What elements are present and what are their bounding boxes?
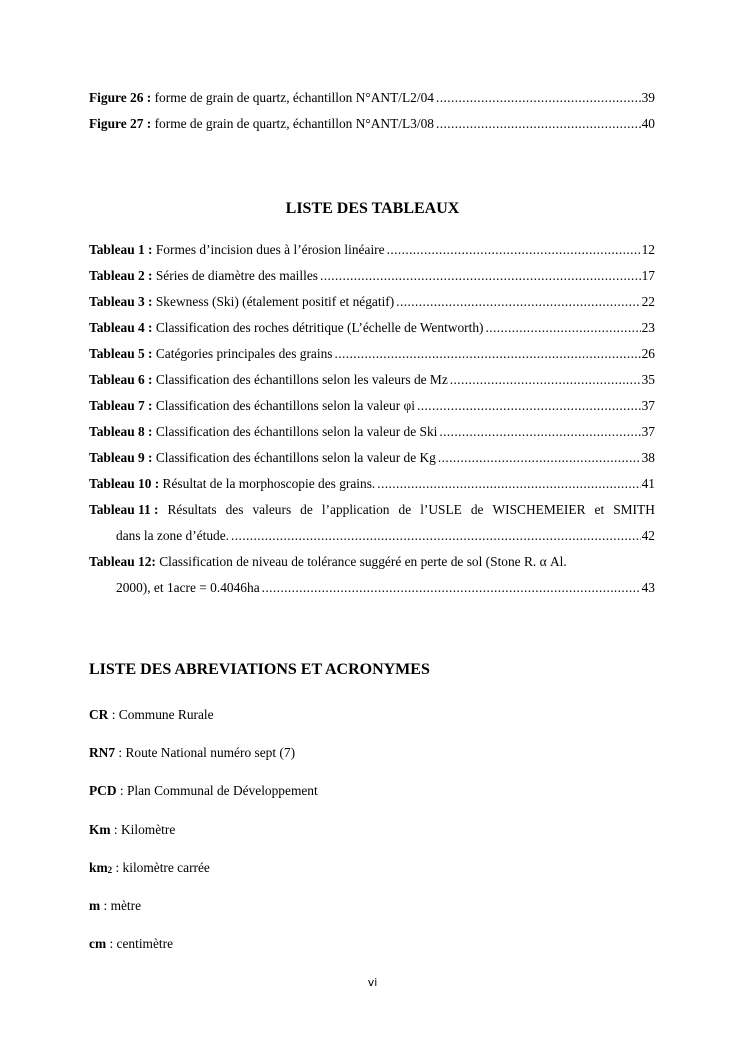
leader-dots (436, 115, 641, 132)
word: WISCHEMEIER (492, 502, 586, 517)
table-title: Séries de diamètre des mailles (152, 268, 318, 283)
figure-title: forme de grain de quartz, échantillon N°ANT/L2/04 (151, 90, 434, 105)
table-title: Classification des échantillons selon la valeur de Ski (152, 424, 438, 439)
abbreviation-item (89, 706, 214, 723)
table-entry (89, 397, 655, 414)
table-title: Classification des échantillons selon la valeur φi (152, 398, 415, 413)
table-title: Formes d’incision dues à l’érosion linéaire (152, 242, 385, 257)
abbreviation-term: cm (89, 936, 107, 951)
leader-dots (436, 89, 641, 106)
table-entry (89, 293, 655, 310)
table-label: Tableau 12: (89, 554, 156, 569)
figure-label: Figure 27 : (89, 116, 152, 131)
table-title: dans la zone d’étude. (116, 528, 230, 543)
table-label: Tableau 9 : (89, 450, 153, 465)
abbreviation-subscript: 2 (107, 865, 113, 875)
abbreviation-term: PCD (89, 783, 117, 798)
word: de (300, 502, 313, 517)
leader-dots (417, 397, 641, 414)
table-entry-line1 (89, 501, 655, 518)
table-title: 2000), et 1acre = 0.4046ha (116, 580, 260, 595)
table-label: Tableau 10 : (89, 476, 160, 491)
page-ref: 37 (641, 398, 655, 413)
abbreviation-definition: : Route National numéro sept (7) (115, 745, 296, 760)
word: Résultats (167, 502, 217, 517)
table-title: Skewness (Ski) (étalement positif et négatif) (152, 294, 395, 309)
table-entry (89, 423, 655, 440)
page-ref: 43 (641, 580, 655, 595)
table-label: Tableau 8 : (89, 424, 153, 439)
abbreviation-definition: : kilomètre carrée (112, 860, 210, 875)
page-ref: 23 (641, 320, 655, 335)
abbreviation-definition: : mètre (100, 898, 142, 913)
page-ref: 38 (641, 450, 655, 465)
table-label: Tableau 5 : (89, 346, 153, 361)
abbreviation-definition: : Commune Rurale (108, 707, 214, 722)
abbreviation-term: CR (89, 707, 109, 722)
table-entry (89, 449, 655, 466)
word: de (470, 502, 484, 517)
table-title: Classification des échantillons selon la valeur de Kg (152, 450, 436, 465)
leader-dots (387, 241, 641, 258)
abbreviation-definition: : Plan Communal de Développement (116, 783, 318, 798)
leader-dots (377, 475, 640, 492)
abbreviations-heading: LISTE DES ABREVIATIONS ET ACRONYMES (89, 661, 430, 678)
table-entry-line2 (116, 527, 655, 544)
abbreviation-item (89, 897, 141, 914)
abbreviation-term: Km (89, 822, 111, 837)
table-title: Catégories principales des grains (152, 346, 333, 361)
abbreviation-item (89, 859, 210, 879)
page-ref: 35 (641, 372, 655, 387)
table-title: Classification des échantillons selon les valeurs de Mz (152, 372, 448, 387)
table-entry-line1 (89, 553, 655, 570)
table-entry (89, 319, 655, 336)
word: des (225, 502, 244, 517)
table-label: Tableau 3 : (89, 294, 153, 309)
word: et (594, 502, 605, 517)
abbreviation-term: m (89, 898, 101, 913)
leader-dots (262, 579, 641, 596)
leader-dots (335, 345, 641, 362)
leader-dots (320, 267, 641, 284)
table-entry (89, 371, 655, 388)
abbreviation-item (89, 821, 175, 838)
page-ref: 42 (641, 528, 655, 543)
word: l’USLE (420, 502, 462, 517)
word: valeurs (252, 502, 292, 517)
page-number: vi (367, 976, 378, 989)
leader-dots (396, 293, 640, 310)
table-label: Tableau 4 : (89, 320, 153, 335)
table-title: Classification de niveau de tolérance suggéré en perte de sol (Stone R. α Al. (155, 554, 567, 569)
table-entry-line2 (116, 579, 655, 596)
leader-dots (438, 449, 641, 466)
abbreviation-item (89, 744, 295, 761)
figure-label: Figure 26 : (89, 90, 152, 105)
table-label: Tableau 2 : (89, 268, 153, 283)
word: SMITH (613, 502, 655, 517)
leader-dots (439, 423, 640, 440)
abbreviation-definition: : centimètre (106, 936, 174, 951)
abbreviation-term: km (89, 860, 108, 875)
page-ref: 12 (641, 242, 655, 257)
abbreviation-definition: : Kilomètre (110, 822, 176, 837)
tables-heading: LISTE DES TABLEAUX (285, 200, 460, 217)
table-title: Classification des roches détritique (L’échelle de Wentworth) (152, 320, 484, 335)
table-label: Tableau 11 : (89, 502, 159, 517)
page-ref: 17 (641, 268, 655, 283)
table-label: Tableau 1 : (89, 242, 153, 257)
abbreviation-item (89, 935, 173, 952)
table-entry (89, 345, 655, 362)
abbreviation-item (89, 782, 318, 799)
table-entry (89, 267, 655, 284)
table-entry (89, 475, 655, 492)
page-ref: 39 (641, 90, 655, 105)
page-ref: 22 (641, 294, 655, 309)
table-entry (89, 241, 655, 258)
leader-dots (231, 527, 641, 544)
abbreviation-term: RN7 (89, 745, 116, 760)
page-ref: 41 (641, 476, 655, 491)
table-title: Résultat de la morphoscopie des grains. (159, 476, 376, 491)
page-ref: 40 (641, 116, 655, 131)
word: l’application (321, 502, 390, 517)
figure-entry (89, 115, 655, 132)
table-label: Tableau 7 : (89, 398, 153, 413)
figure-entry (89, 89, 655, 106)
page-ref: 37 (641, 424, 655, 439)
page-ref: 26 (641, 346, 655, 361)
leader-dots (486, 319, 641, 336)
figure-title: forme de grain de quartz, échantillon N°ANT/L3/08 (151, 116, 434, 131)
word: de (398, 502, 412, 517)
table-label: Tableau 6 : (89, 372, 153, 387)
leader-dots (450, 371, 641, 388)
